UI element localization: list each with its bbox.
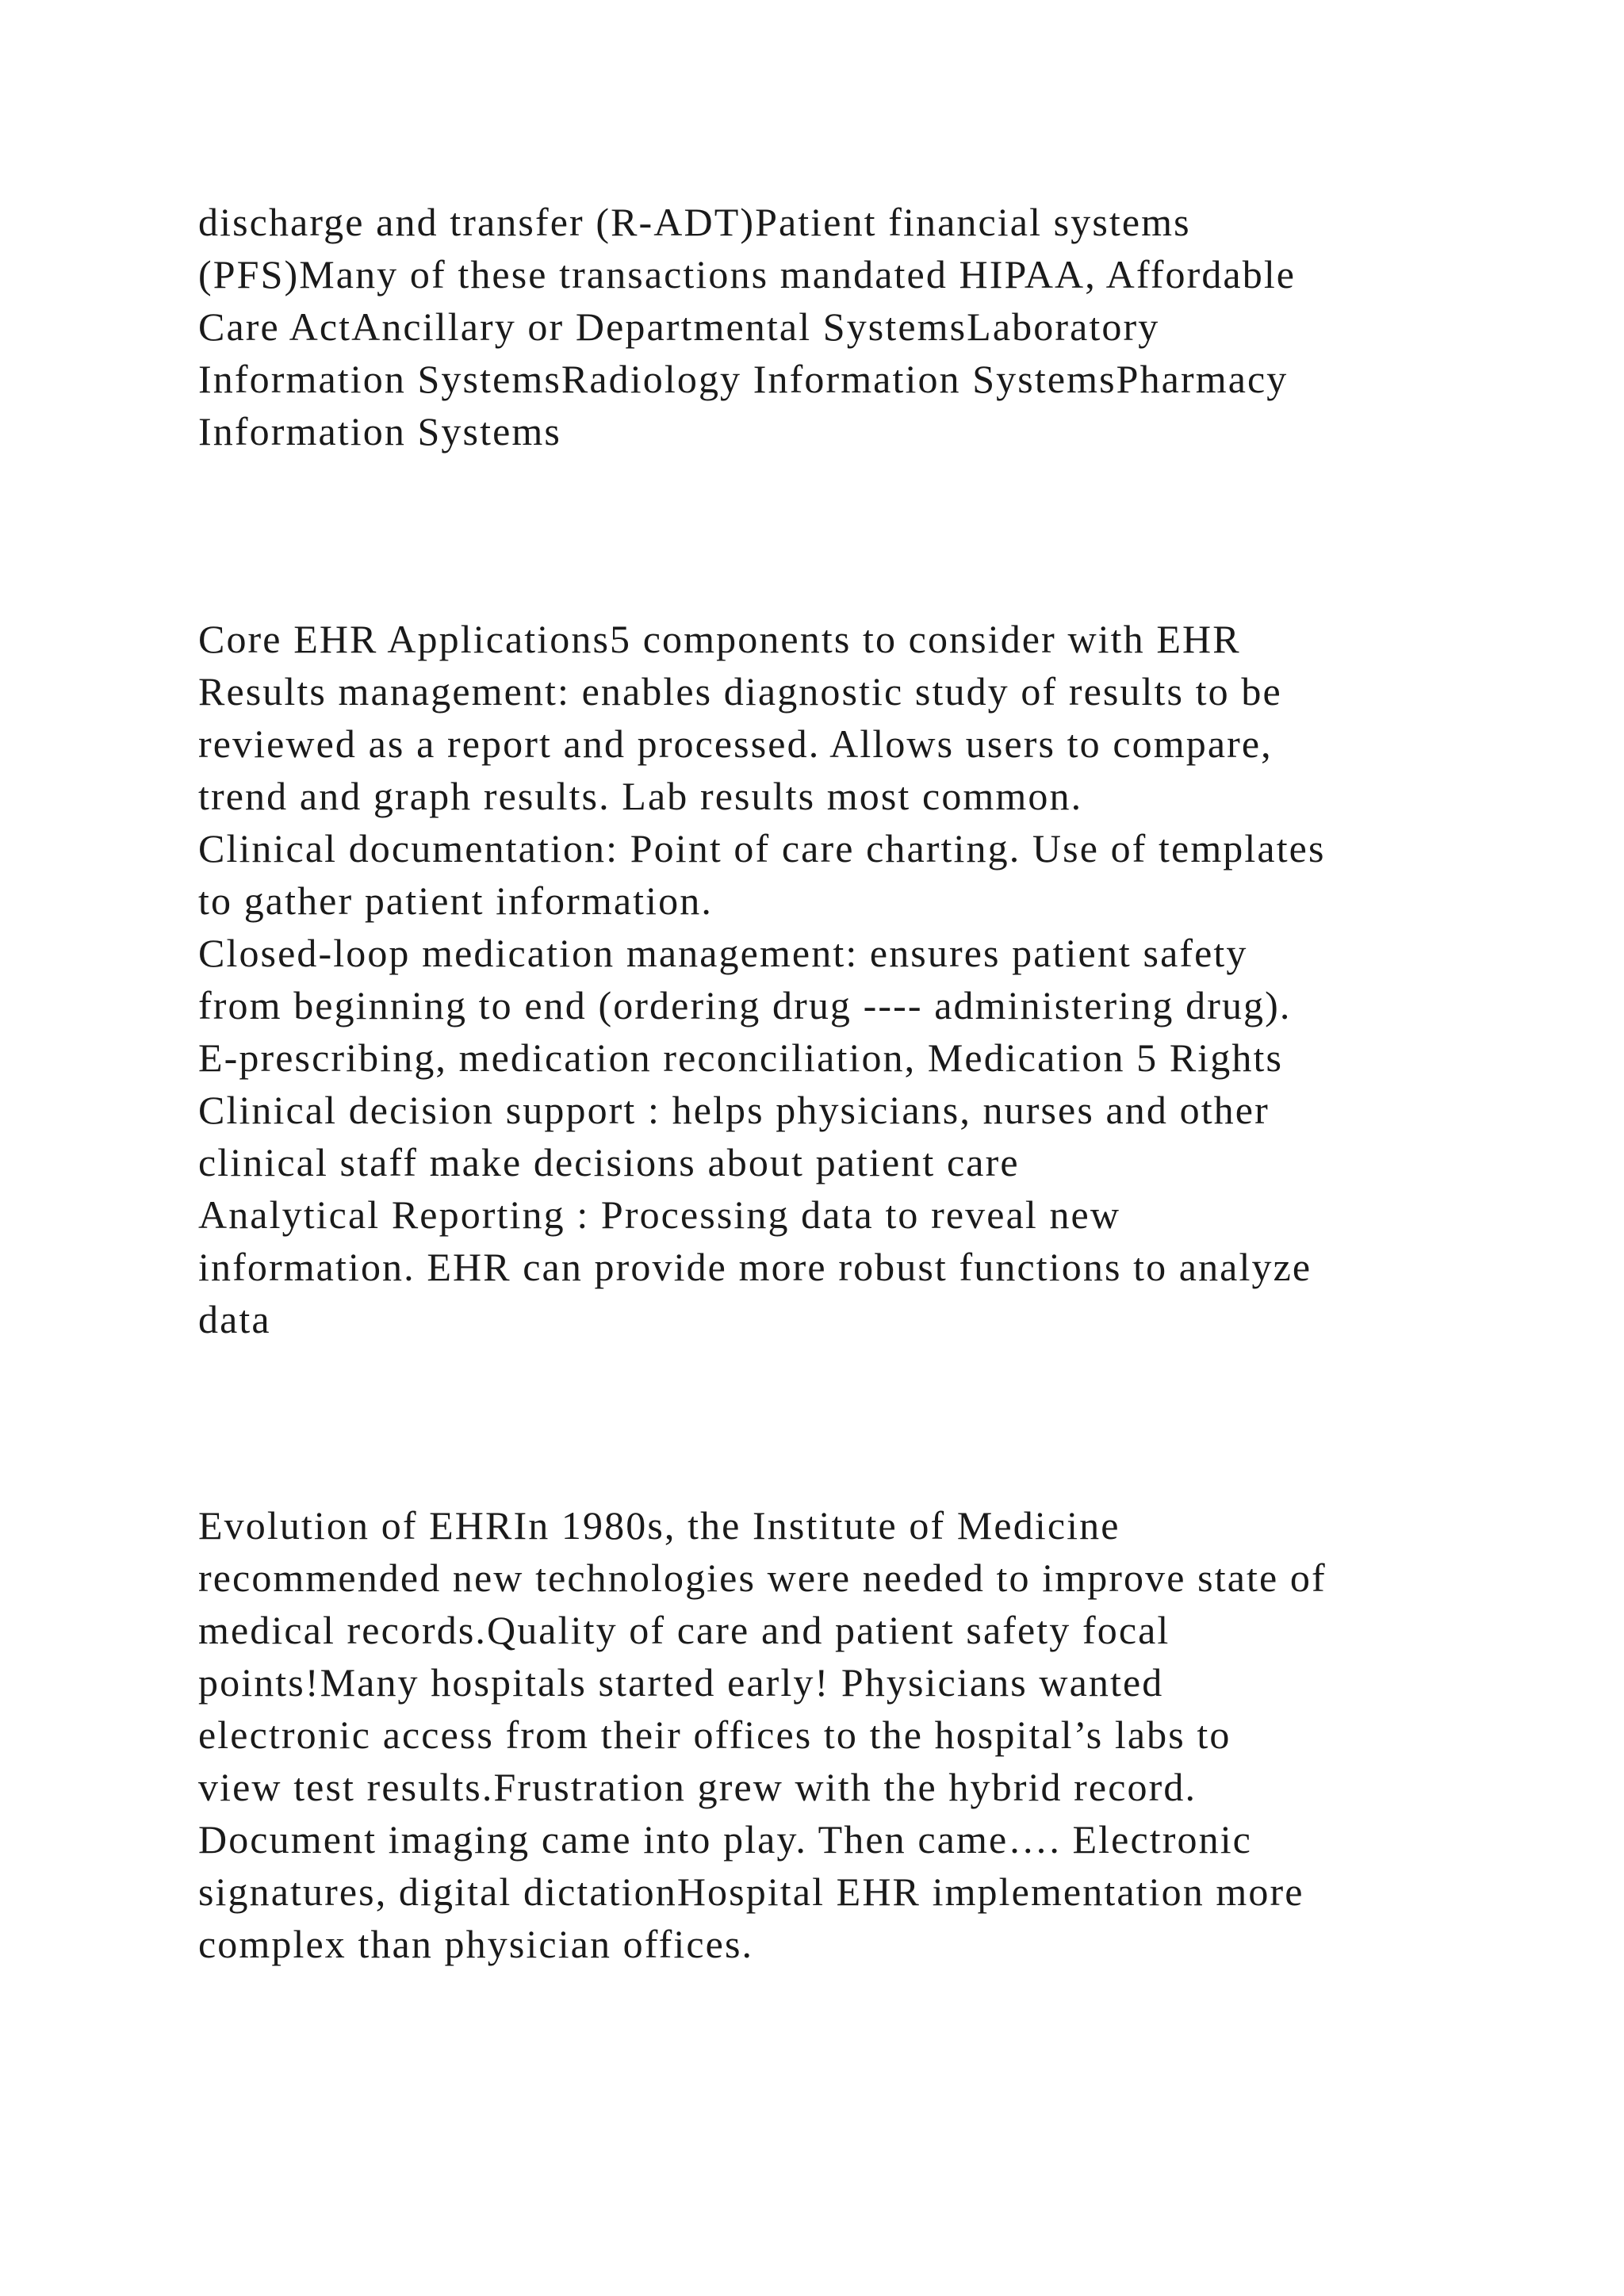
text-line: E-prescribing, medication reconciliation, Medication 5 Rights xyxy=(198,1035,1284,1080)
text-line: Information Systems xyxy=(198,409,561,453)
text-line: Analytical Reporting : Processing data to reveal new xyxy=(198,1192,1121,1237)
text-line: medical records.Quality of care and patient safety focal xyxy=(198,1608,1170,1652)
text-line: discharge and transfer (R-ADT)Patient financial systems xyxy=(198,200,1191,244)
text-line: information. EHR can provide more robust functions to analyze xyxy=(198,1245,1312,1289)
text-line: trend and graph results. Lab results most common. xyxy=(198,774,1083,818)
text-line: Care ActAncillary or Departmental SystemsLaboratory xyxy=(198,304,1160,349)
text-block-2 xyxy=(198,613,1483,1345)
text-line: Clinical documentation: Point of care charting. Use of templates xyxy=(198,826,1326,871)
text-line: Information SystemsRadiology Information SystemsPharmacy xyxy=(198,357,1289,401)
text-line: from beginning to end (ordering drug ---- administering drug). xyxy=(198,983,1292,1027)
text-line: to gather patient information. xyxy=(198,878,713,923)
text-line: view test results.Frustration grew with the hybrid record. xyxy=(198,1765,1197,1809)
text-line: Core EHR Applications5 components to consider with EHR xyxy=(198,617,1241,661)
text-line: Results management: enables diagnostic study of results to be xyxy=(198,669,1282,714)
text-line: electronic access from their offices to the hospital’s labs to xyxy=(198,1712,1231,1757)
text-line: Document imaging came into play. Then came…. Electronic xyxy=(198,1817,1252,1862)
text-line: reviewed as a report and processed. Allows users to compare, xyxy=(198,721,1273,766)
text-line: Evolution of EHRIn 1980s, the Institute of Medicine xyxy=(198,1503,1120,1548)
text-line: Clinical decision support : helps physicians, nurses and other xyxy=(198,1088,1270,1132)
text-block-3 xyxy=(198,1499,1483,1970)
text-block-1 xyxy=(198,196,1483,457)
text-line: data xyxy=(198,1297,271,1341)
text-line: Closed-loop medication management: ensures patient safety xyxy=(198,931,1248,975)
text-line: complex than physician offices. xyxy=(198,1922,754,1966)
text-line: (PFS)Many of these transactions mandated HIPAA, Affordable xyxy=(198,252,1297,297)
text-line: signatures, digital dictationHospital EHR implementation more xyxy=(198,1869,1304,1914)
text-line: clinical staff make decisions about patient care xyxy=(198,1140,1020,1184)
text-line: points!Many hospitals started early! Physicians wanted xyxy=(198,1660,1164,1705)
text-line: recommended new technologies were needed to improve state of xyxy=(198,1556,1327,1600)
